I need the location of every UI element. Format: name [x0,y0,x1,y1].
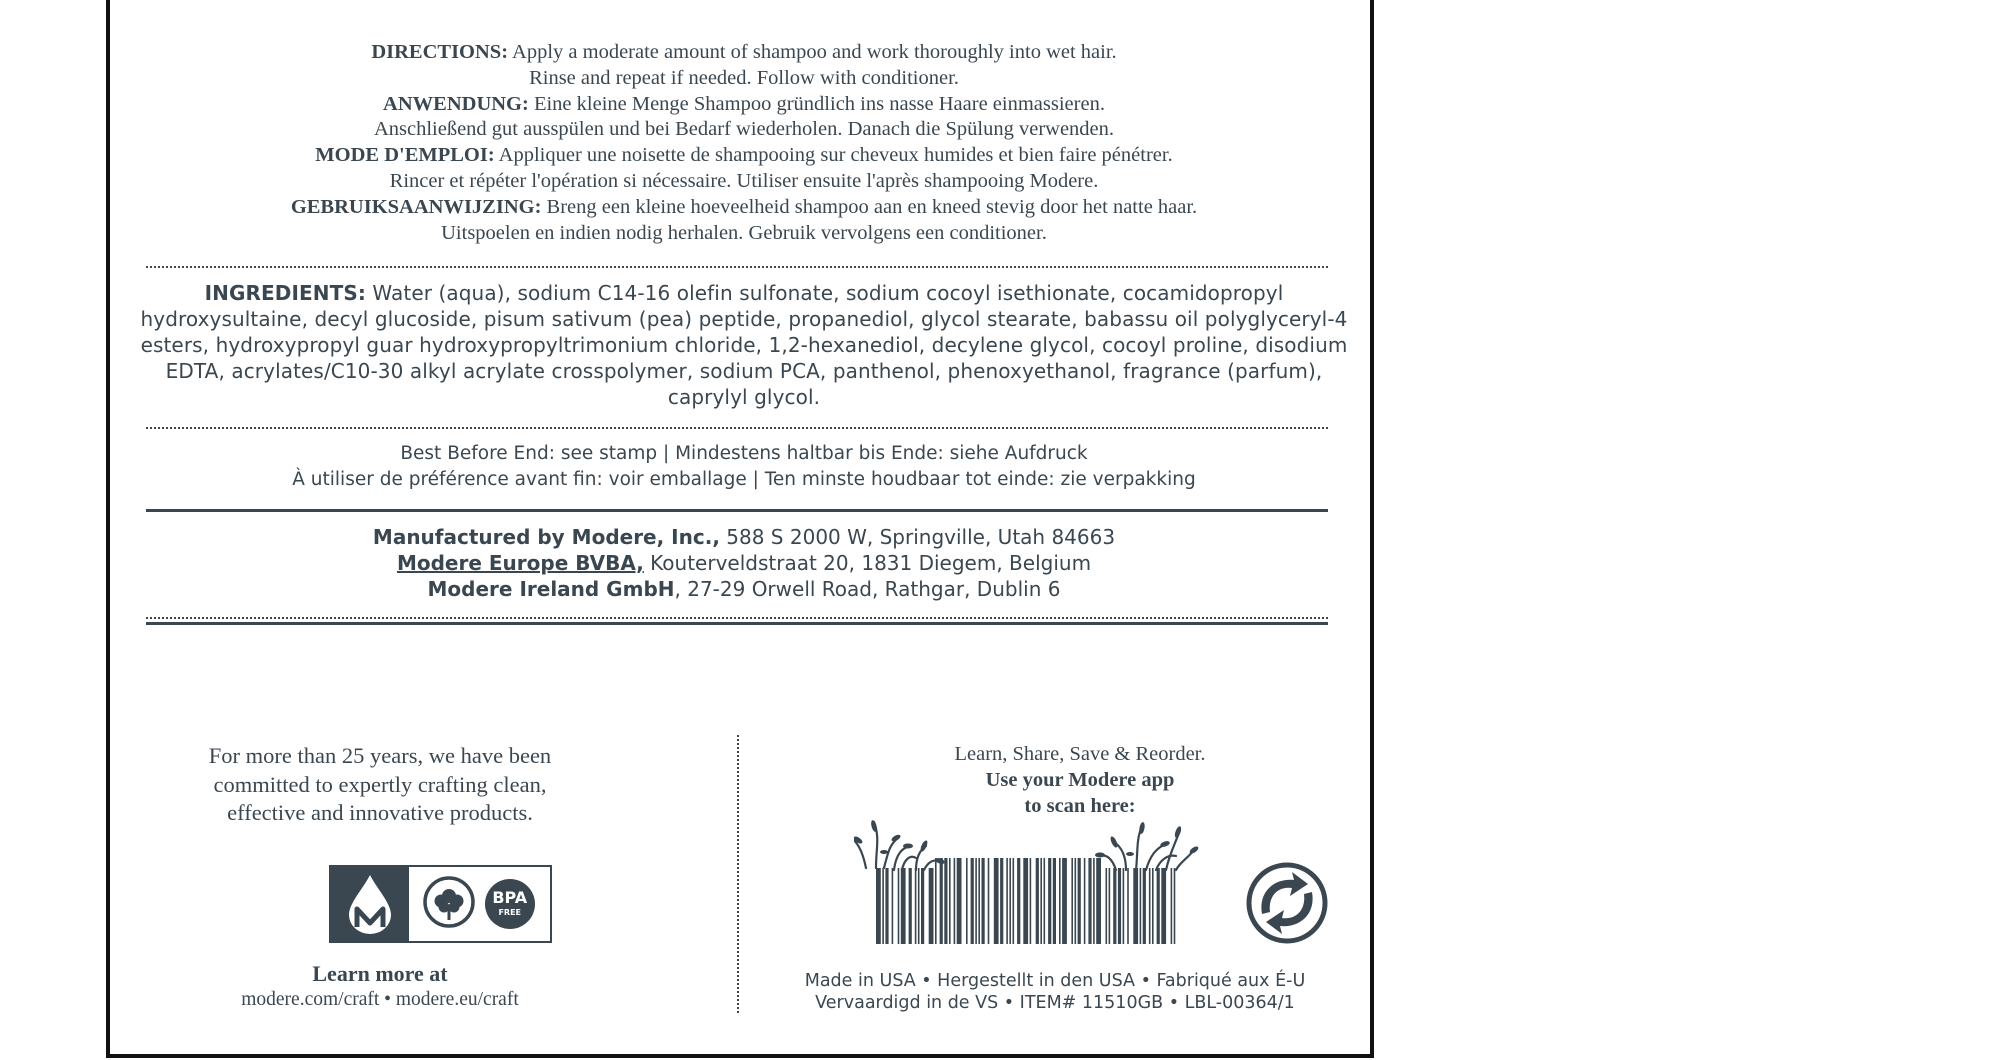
directions-heading-nl: GEBRUIKSAANWIJZING: [290,195,542,218]
directions-nl-line2: Uitspoelen en indien nodig herhalen. Gebruik vervolgens een conditioner. [441,221,1047,244]
manufacturer-ie: Modere Ireland GmbH, 27-29 Orwell Road, Rathgar, Dublin 6 [427,577,1061,601]
barcode-bar [892,868,894,944]
barcode-bar [1044,858,1046,944]
barcode-bar [1075,858,1077,944]
barcode-bar [1093,858,1095,944]
barcode-bar [1030,858,1032,944]
ingredients-section [140,280,1348,410]
manufacturer-us: Manufactured by Modere, Inc., 588 S 2000 W, Springville, Utah 84663 [372,525,1116,549]
directions-heading-fr: MODE D'EMPLOI: [315,144,495,167]
barcode-leaves-right [1095,822,1200,858]
barcode-bar [1036,858,1039,944]
made-in-line1: Made in USA • Hergestellt in den USA • Fabriqué aux É-U [804,971,1306,991]
barcode-bar [909,868,912,944]
app-scan-copy: Learn, Share, Save & Reorder. Use your Modere app to scan here: [954,743,1206,817]
barcode-bar [1133,868,1138,944]
barcode-bar [1009,858,1011,944]
barcode-bars [876,858,1175,944]
best-before-line2: À utiliser de préférence avant fin: voir emballage | Ten minste houdbaar tot einde: zie verpakking [292,469,1196,490]
directions-fr-line2: Rincer et répéter l'opération si nécessaire. Utiliser ensuite l'après shampooing Modere. [389,169,1099,192]
barcode-bar [1174,868,1176,944]
barcode[interactable] [854,808,1204,949]
barcode-bar [921,868,924,944]
made-in-line2: Vervaardigd in de VS • ITEM# 11510GB • LBL-00364/1 [815,993,1295,1013]
barcode-bar [971,858,974,944]
barcode-bar [957,858,962,944]
learn-more-urls[interactable]: modere.com/craft • modere.eu/craft [241,989,519,1010]
learn-more-heading: Learn more at [312,961,448,986]
dotted-divider [146,617,1328,619]
best-before-section [140,441,1348,493]
product-label [106,0,1374,1058]
barcode-bar [1078,858,1081,944]
barcode-bar [1152,868,1154,944]
directions-section [140,40,1348,246]
barcode-bar [1017,858,1020,944]
barcode-bar [982,858,985,944]
green-dot-recycle-icon [1246,862,1328,949]
barcode-bar [994,858,999,944]
directions-heading-en: DIRECTIONS: [371,41,509,63]
barcode-bar [1013,858,1015,944]
barcode-bar [966,858,968,944]
barcode-bar [1118,868,1121,944]
barcode-bar [935,858,937,944]
barcode-bar [898,868,900,944]
barcode-bar [1143,868,1146,944]
barcode-bar [1171,868,1173,944]
barcode-bar [885,868,888,944]
bpa-free-icon [484,878,536,930]
barcode-bar [1084,858,1086,944]
barcode-bar [1109,868,1111,944]
brand-tagline: For more than 25 years, we have been committed to expertly crafting clean, effective and innovative products. [208,743,552,825]
barcode-leaves-left [854,820,946,866]
barcode-graphic [854,808,1204,944]
directions-de-line2: Anschließend gut ausspülen und bei Bedarf wiederholen. Danach die Spülung verwenden. [373,118,1115,141]
barcode-bar [915,868,917,944]
barcode-bar [1127,868,1129,944]
barcode-bar [1053,858,1056,944]
barcode-foliage-left [854,822,942,870]
barcode-bar [988,858,990,944]
manufacturer-section [140,524,1348,602]
barcode-bar [940,858,943,944]
icon-group [409,867,550,941]
barcode-bar [1123,868,1125,944]
barcode-bar [918,868,920,944]
modere-drop-icon [331,867,409,941]
ingredients-text: Water (aqua), sodium C14-16 olefin sulfonate, sodium cocoyl isethionate, cocamidopropyl hydroxysultaine, decyl glucoside, pisum sativum (pea) peptide, propanediol, glycol stearate, babassu oil polyglyceryl-4 esters, hydroxypropyl guar hydroxypropyltrimonium chloride, 1,2-hexanediol, decylene glycol, cocoyl proline, disodium EDTA, acrylates/C10-30 alkyl acrylate crosspolymer, sodium PCA, panthenol, phenoxyethanol, fragrance (parfum), caprylyl glycol. [140,281,1348,409]
manufacturer-eu: Modere Europe BVBA, Kouterveldstraat 20, 1831 Diegem, Belgium [396,551,1092,575]
barcode-bar [1113,868,1116,944]
barcode-bar [1157,868,1160,944]
barcode-bar [944,858,947,944]
directions-en: DIRECTIONS: Apply a moderate amount of shampoo and work thoroughly into wet hair. [371,41,1117,63]
barcode-bar [975,858,977,944]
barcode-bar [1062,858,1067,944]
directions-nl: GEBRUIKSAANWIJZING: Breng een kleine hoeveelheid shampoo aan en kneed stevig door het natte haar. [290,195,1198,218]
barcode-bar [954,858,956,944]
directions-heading-de: ANWENDUNG: [383,92,529,115]
barcode-bar [1088,858,1091,944]
solid-divider [146,509,1328,512]
dotted-divider [146,266,1328,268]
bpa-label: BPA [492,888,528,907]
free-label: FREE [498,908,522,917]
barcode-bar [1006,858,1008,944]
ingredients-heading: INGREDIENTS: [204,281,366,305]
barcode-bar [1040,858,1042,944]
barcode-bar [1023,858,1028,944]
directions-fr: MODE D'EMPLOI: Appliquer une noisette de shampooing sur cheveux humides et bien faire pénétrer. [315,144,1173,167]
barcode-bar [1048,858,1051,944]
barcode-bar [978,858,980,944]
barcode-bar [901,868,906,944]
dotted-divider [146,427,1328,429]
barcode-bar [1096,858,1101,944]
certification-icons [329,865,552,943]
barcode-bar [949,858,951,944]
barcode-bar [876,868,881,944]
best-before-line1: Best Before End: see stamp | Mindestens haltbar bis Ende: siehe Aufdruck [400,443,1088,464]
solid-divider [146,622,1328,625]
made-in-section [740,970,1370,1014]
barcode-bar [1149,868,1151,944]
barcode-bar [882,868,884,944]
directions-en-line2: Rinse and repeat if needed. Follow with conditioner. [529,66,959,89]
barcode-bar [1161,868,1166,944]
directions-de: ANWENDUNG: Eine kleine Menge Shampoo gründlich ins nasse Haare einmassieren. [383,92,1105,115]
barcode-bar [1106,868,1108,944]
cotton-icon [423,876,475,933]
learn-more-section [190,961,570,1013]
barcode-bar [1000,858,1003,944]
barcode-bar [929,868,934,944]
vertical-dotted-divider [737,735,739,1013]
barcode-bar [1059,858,1061,944]
barcode-bar [1140,868,1142,944]
barcode-bar [1071,858,1073,944]
